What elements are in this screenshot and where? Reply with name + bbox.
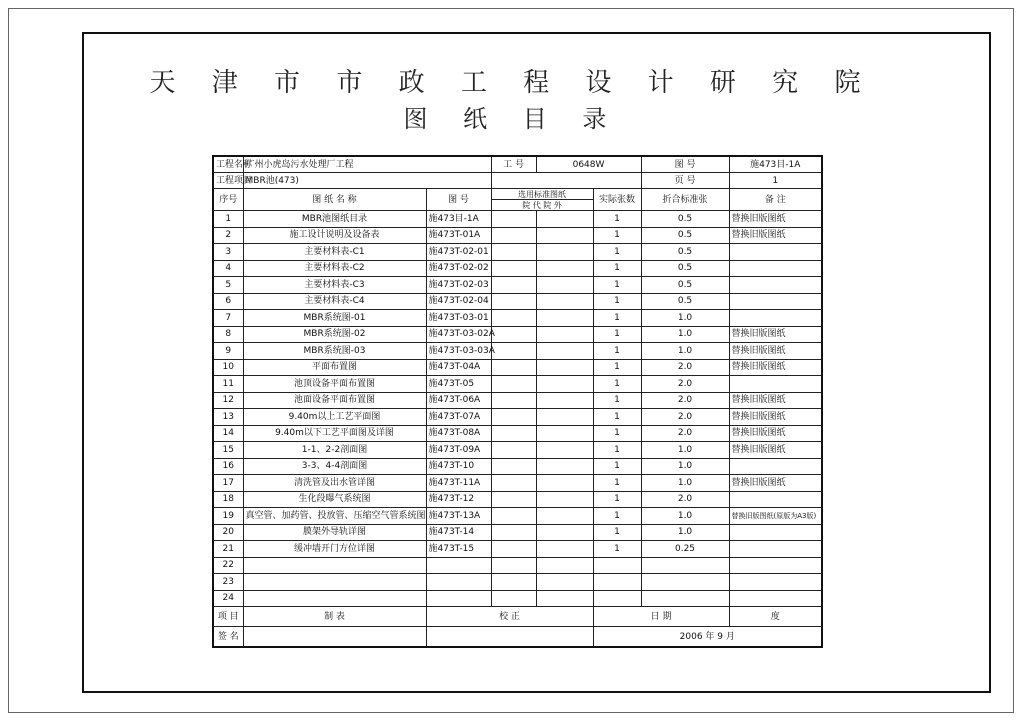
row-remarks: 替换旧版图纸(原版为A3版) [729, 508, 822, 525]
footer-date-label: 日 期 [593, 607, 729, 627]
row-drawing-no: 施473T-02-02 [426, 260, 491, 277]
row-name: 主要材料表-C3 [243, 277, 426, 294]
row-remarks [729, 491, 822, 508]
row-std-external [536, 409, 593, 426]
row-drawing-no: 施473T-14 [426, 524, 491, 541]
row-seq: 12 [213, 392, 243, 409]
row-drawing-no: 施473T-10 [426, 458, 491, 475]
row-std-external [536, 359, 593, 376]
table-row [213, 425, 822, 442]
row-converted-sheets: 1.0 [641, 524, 729, 541]
row-converted-sheets: 1.0 [641, 326, 729, 343]
row-remarks: 替换旧版图纸 [729, 442, 822, 459]
row-drawing-no: 施473T-03-01 [426, 310, 491, 327]
header-row-project [213, 156, 822, 173]
row-std-internal [491, 475, 536, 492]
col-converted-sheets: 折合标准张 [641, 189, 729, 211]
row-seq: 9 [213, 343, 243, 360]
row-name [243, 590, 426, 607]
row-drawing-no: 施473T-06A [426, 392, 491, 409]
table-row [213, 211, 822, 228]
row-seq: 19 [213, 508, 243, 525]
row-seq: 13 [213, 409, 243, 426]
row-name: 主要材料表-C2 [243, 260, 426, 277]
row-std-internal [491, 343, 536, 360]
row-std-external [536, 244, 593, 261]
row-name: 缓冲墙开门方位详图 [243, 541, 426, 558]
row-remarks: 替换旧版图纸 [729, 343, 822, 360]
drawing-no-label: 图 号 [641, 156, 729, 173]
row-seq: 17 [213, 475, 243, 492]
table-row [213, 442, 822, 459]
row-actual-sheets: 1 [593, 293, 641, 310]
footer-sign-label: 签 名 [213, 627, 243, 648]
row-seq: 8 [213, 326, 243, 343]
row-remarks: 替换旧版图纸 [729, 475, 822, 492]
footer-date-value: 2006 年 9 月 [593, 627, 822, 648]
footer-compile-label: 制 表 [243, 607, 426, 627]
row-actual-sheets: 1 [593, 392, 641, 409]
row-std-external [536, 392, 593, 409]
row-actual-sheets [593, 590, 641, 607]
institute-title: 天 津 市 市 政 工 程 设 计 研 究 院 [149, 68, 875, 98]
row-std-external [536, 491, 593, 508]
row-std-external [536, 260, 593, 277]
row-remarks [729, 557, 822, 574]
row-seq: 21 [213, 541, 243, 558]
row-std-internal [491, 392, 536, 409]
row-converted-sheets: 0.5 [641, 277, 729, 294]
col-seq: 序号 [213, 189, 243, 211]
row-seq: 1 [213, 211, 243, 228]
table-row [213, 293, 822, 310]
table-row [213, 574, 822, 591]
row-std-internal [491, 211, 536, 228]
row-name: 主要材料表-C4 [243, 293, 426, 310]
row-std-internal [491, 541, 536, 558]
row-std-internal [491, 491, 536, 508]
row-converted-sheets: 1.0 [641, 458, 729, 475]
footer-date-label-2: 度 [729, 607, 822, 627]
row-name: 池面设备平面布置图 [243, 392, 426, 409]
row-seq: 22 [213, 557, 243, 574]
col-drawing: 图 号 [426, 189, 491, 211]
row-name [243, 574, 426, 591]
row-converted-sheets: 1.0 [641, 310, 729, 327]
row-name: 平面布置图 [243, 359, 426, 376]
row-std-external [536, 442, 593, 459]
row-std-internal [491, 244, 536, 261]
row-remarks: 替换旧版图纸 [729, 359, 822, 376]
row-drawing-no: 施473T-12 [426, 491, 491, 508]
row-std-internal [491, 227, 536, 244]
row-actual-sheets: 1 [593, 491, 641, 508]
row-remarks: 替换旧版图纸 [729, 409, 822, 426]
row-converted-sheets: 2.0 [641, 376, 729, 393]
catalog-title: 图 纸 目 录 [403, 105, 621, 133]
row-remarks [729, 524, 822, 541]
row-remarks: 替换旧版图纸 [729, 392, 822, 409]
table-row [213, 326, 822, 343]
row-converted-sheets: 2.0 [641, 392, 729, 409]
row-remarks: 替换旧版图纸 [729, 211, 822, 228]
row-actual-sheets: 1 [593, 244, 641, 261]
row-seq: 7 [213, 310, 243, 327]
row-actual-sheets: 1 [593, 376, 641, 393]
table-row [213, 458, 822, 475]
row-drawing-no: 施473目-1A [426, 211, 491, 228]
row-std-external [536, 425, 593, 442]
row-std-internal [491, 293, 536, 310]
table-row [213, 491, 822, 508]
row-name [243, 557, 426, 574]
row-converted-sheets [641, 574, 729, 591]
row-std-external [536, 590, 593, 607]
row-std-external [536, 541, 593, 558]
row-seq: 14 [213, 425, 243, 442]
row-remarks: 替换旧版图纸 [729, 227, 822, 244]
row-drawing-no: 施473T-07A [426, 409, 491, 426]
row-seq: 16 [213, 458, 243, 475]
row-actual-sheets: 1 [593, 442, 641, 459]
row-remarks [729, 376, 822, 393]
row-name: 9.40m以上工艺平面图 [243, 409, 426, 426]
row-actual-sheets: 1 [593, 359, 641, 376]
row-std-external [536, 458, 593, 475]
row-name: MBR系统图-02 [243, 326, 426, 343]
row-std-external [536, 227, 593, 244]
row-converted-sheets [641, 557, 729, 574]
row-std-internal [491, 277, 536, 294]
row-drawing-no: 施473T-02-04 [426, 293, 491, 310]
item-value: MBR池(473) [243, 173, 491, 189]
row-name: 主要材料表-C1 [243, 244, 426, 261]
row-name: 池顶设备平面布置图 [243, 376, 426, 393]
row-std-internal [491, 260, 536, 277]
row-remarks [729, 293, 822, 310]
row-converted-sheets: 2.0 [641, 491, 729, 508]
row-std-external [536, 293, 593, 310]
page-label: 页 号 [641, 173, 729, 189]
row-std-internal [491, 524, 536, 541]
row-actual-sheets: 1 [593, 326, 641, 343]
row-drawing-no: 施473T-09A [426, 442, 491, 459]
row-actual-sheets: 1 [593, 343, 641, 360]
footer-item-label: 项 目 [213, 607, 243, 627]
row-std-internal [491, 326, 536, 343]
table-row [213, 475, 822, 492]
row-actual-sheets: 1 [593, 524, 641, 541]
table-row [213, 409, 822, 426]
row-std-external [536, 211, 593, 228]
footer-row-labels [213, 607, 822, 627]
row-name: 3-3、4-4剖面图 [243, 458, 426, 475]
table-row [213, 227, 822, 244]
row-name: MBR池图纸目录 [243, 211, 426, 228]
row-std-internal [491, 310, 536, 327]
row-remarks [729, 277, 822, 294]
row-name: 真空管、加药管、投放管、压缩空气管系统图 [243, 508, 426, 525]
drawing-catalog-table [212, 155, 823, 648]
row-drawing-no: 施473T-05 [426, 376, 491, 393]
table-row [213, 244, 822, 261]
row-seq: 11 [213, 376, 243, 393]
row-seq: 24 [213, 590, 243, 607]
row-remarks [729, 458, 822, 475]
table-row [213, 277, 822, 294]
row-converted-sheets: 1.0 [641, 343, 729, 360]
table-row [213, 524, 822, 541]
row-converted-sheets: 0.5 [641, 293, 729, 310]
row-seq: 6 [213, 293, 243, 310]
row-actual-sheets: 1 [593, 475, 641, 492]
row-remarks: 替换旧版图纸 [729, 425, 822, 442]
row-actual-sheets [593, 574, 641, 591]
table-row [213, 260, 822, 277]
footer-row-sign [213, 627, 822, 648]
row-name: 生化段曝气系统图 [243, 491, 426, 508]
row-std-internal [491, 590, 536, 607]
row-name: MBR系统图-01 [243, 310, 426, 327]
row-converted-sheets: 0.5 [641, 211, 729, 228]
row-actual-sheets: 1 [593, 310, 641, 327]
project-no: 0648W [536, 156, 641, 173]
row-seq: 18 [213, 491, 243, 508]
row-converted-sheets: 2.0 [641, 409, 729, 426]
row-converted-sheets [641, 590, 729, 607]
drawing-no: 施473目-1A [729, 156, 822, 173]
row-actual-sheets: 1 [593, 211, 641, 228]
catalog-rows [213, 211, 822, 607]
table-row [213, 310, 822, 327]
page-value: 1 [729, 173, 822, 189]
table-row [213, 376, 822, 393]
row-name: 9.40m以下工艺平面图及详图 [243, 425, 426, 442]
row-name: 施工设计说明及设备表 [243, 227, 426, 244]
row-converted-sheets: 2.0 [641, 359, 729, 376]
row-drawing-no: 施473T-03-02A [426, 326, 491, 343]
row-std-external [536, 310, 593, 327]
row-seq: 3 [213, 244, 243, 261]
row-seq: 2 [213, 227, 243, 244]
row-actual-sheets: 1 [593, 425, 641, 442]
project-name: 广州小虎岛污水处理厂工程 [243, 156, 491, 173]
row-name: MBR系统图-03 [243, 343, 426, 360]
row-std-external [536, 326, 593, 343]
row-actual-sheets: 1 [593, 409, 641, 426]
row-converted-sheets: 2.0 [641, 425, 729, 442]
row-remarks [729, 590, 822, 607]
col-standard-sub: 院 代 院 外 [491, 200, 593, 211]
col-actual-sheets: 实际张数 [593, 189, 641, 211]
table-row [213, 557, 822, 574]
table-row [213, 392, 822, 409]
row-converted-sheets: 0.5 [641, 260, 729, 277]
row-actual-sheets [593, 557, 641, 574]
row-std-external [536, 277, 593, 294]
project-name-label: 工程名称 [213, 156, 243, 173]
row-std-external [536, 557, 593, 574]
col-name: 图 纸 名 称 [243, 189, 426, 211]
row-drawing-no [426, 590, 491, 607]
row-std-external [536, 508, 593, 525]
row-std-internal [491, 574, 536, 591]
row-std-external [536, 524, 593, 541]
row-remarks: 替换旧版图纸 [729, 326, 822, 343]
row-name: 清洗管及出水管详图 [243, 475, 426, 492]
row-converted-sheets: 1.0 [641, 508, 729, 525]
row-converted-sheets: 0.5 [641, 227, 729, 244]
row-remarks [729, 310, 822, 327]
row-seq: 23 [213, 574, 243, 591]
row-converted-sheets: 1.0 [641, 442, 729, 459]
row-actual-sheets: 1 [593, 227, 641, 244]
item-label: 工程项目 [213, 173, 243, 189]
row-seq: 15 [213, 442, 243, 459]
row-actual-sheets: 1 [593, 458, 641, 475]
row-name: 1-1、2-2剖面图 [243, 442, 426, 459]
row-remarks [729, 260, 822, 277]
row-std-internal [491, 557, 536, 574]
table-row [213, 508, 822, 525]
table-row [213, 541, 822, 558]
row-remarks [729, 574, 822, 591]
row-std-external [536, 574, 593, 591]
row-drawing-no: 施473T-02-03 [426, 277, 491, 294]
col-remarks: 备 注 [729, 189, 822, 211]
row-std-internal [491, 376, 536, 393]
row-seq: 5 [213, 277, 243, 294]
row-drawing-no [426, 557, 491, 574]
row-drawing-no [426, 574, 491, 591]
row-drawing-no: 施473T-15 [426, 541, 491, 558]
row-std-external [536, 376, 593, 393]
row-converted-sheets: 1.0 [641, 475, 729, 492]
row-remarks [729, 244, 822, 261]
row-drawing-no: 施473T-13A [426, 508, 491, 525]
row-actual-sheets: 1 [593, 541, 641, 558]
col-standard-group: 选用标准图纸 [491, 189, 593, 200]
row-drawing-no: 施473T-08A [426, 425, 491, 442]
row-actual-sheets: 1 [593, 260, 641, 277]
row-drawing-no: 施473T-02-01 [426, 244, 491, 261]
row-seq: 20 [213, 524, 243, 541]
column-header-row [213, 189, 822, 200]
row-seq: 10 [213, 359, 243, 376]
row-drawing-no: 施473T-03-03A [426, 343, 491, 360]
row-remarks [729, 541, 822, 558]
row-std-internal [491, 409, 536, 426]
row-std-internal [491, 359, 536, 376]
row-std-internal [491, 508, 536, 525]
project-no-label: 工 号 [491, 156, 536, 173]
row-actual-sheets: 1 [593, 508, 641, 525]
row-std-internal [491, 458, 536, 475]
row-name: 膜架外导轨详图 [243, 524, 426, 541]
row-drawing-no: 施473T-11A [426, 475, 491, 492]
row-seq: 4 [213, 260, 243, 277]
row-std-external [536, 475, 593, 492]
footer-check-label: 校 正 [426, 607, 593, 627]
table-row [213, 590, 822, 607]
row-converted-sheets: 0.5 [641, 244, 729, 261]
row-converted-sheets: 0.25 [641, 541, 729, 558]
row-drawing-no: 施473T-01A [426, 227, 491, 244]
row-drawing-no: 施473T-04A [426, 359, 491, 376]
row-std-external [536, 343, 593, 360]
table-row [213, 343, 822, 360]
row-std-internal [491, 425, 536, 442]
table-row [213, 359, 822, 376]
row-std-internal [491, 442, 536, 459]
row-actual-sheets: 1 [593, 277, 641, 294]
header-row-item [213, 173, 822, 189]
